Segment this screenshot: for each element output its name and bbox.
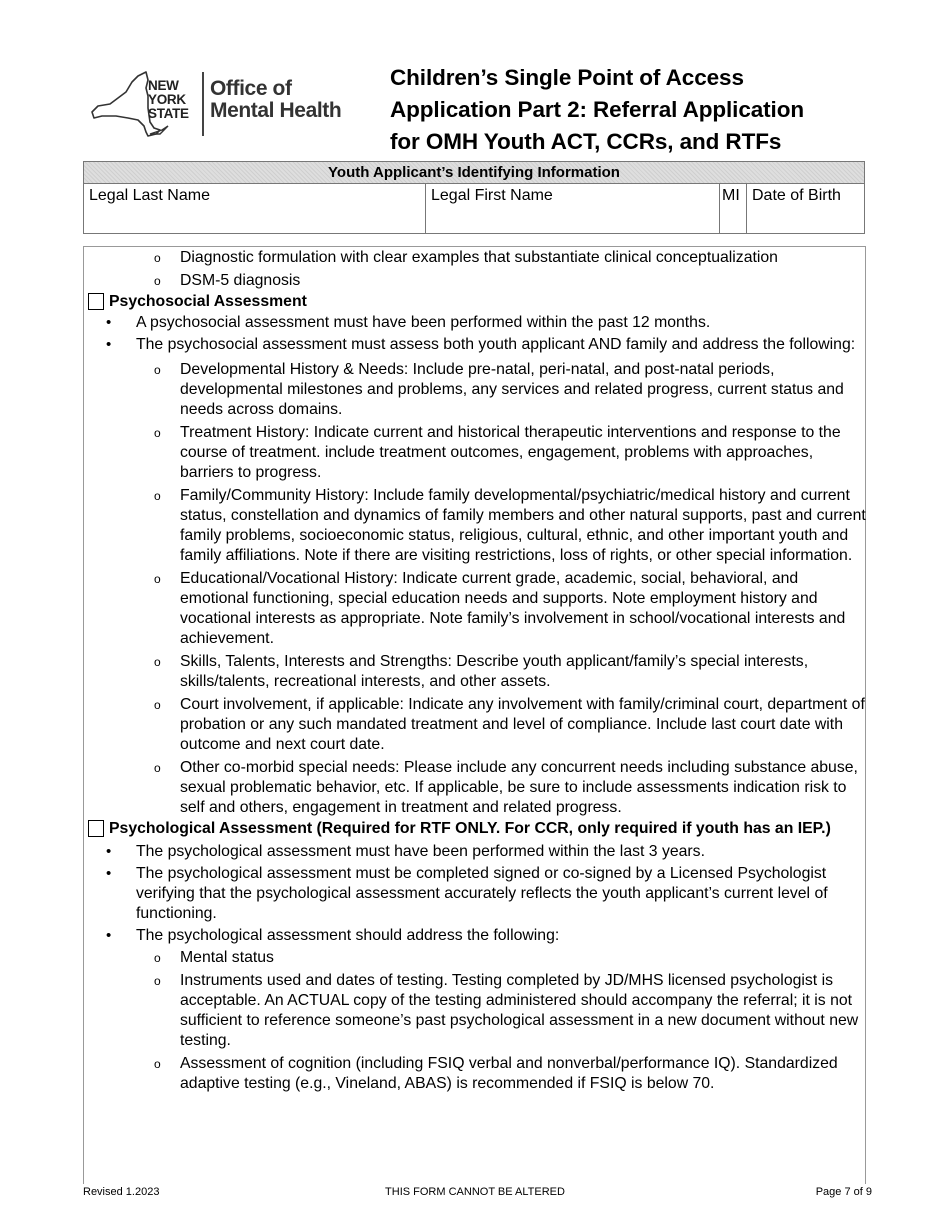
- list-item-text: Court involvement, if applicable: Indicate any involvement with family/criminal court, department of probation or any such mandated treatment and level of compliance. Include last court date with outcome and next court date.: [180, 696, 865, 753]
- document-title: [390, 62, 930, 158]
- list-item-text: Instruments used and dates of testing. Testing completed by JD/MHS licensed psychologist is acceptable. An ACTUAL copy of the testing administered should accompany the referral; it is not sufficient to reference someone’s past psychological assessment in a new document without new testing.: [180, 972, 859, 1049]
- list-item-text: Treatment History: Indicate current and historical therapeutic interventions and response to the course of treatment. include treatment outcomes, engagement, problems with approaches, barriers to progress.: [180, 424, 841, 481]
- revision-label: Revised 1.2023: [83, 1186, 160, 1198]
- list-item-text: Assessment of cognition (including FSIQ verbal and nonverbal/performance IQ). Standardized adaptive testing (e.g., Vineland, ABAS) is recommended if FSIQ is below 70.: [180, 1055, 838, 1092]
- title-line: for OMH Youth ACT, CCRs, and RTFs: [390, 129, 782, 154]
- list-item: [84, 360, 867, 420]
- middle-initial-field[interactable]: MI: [720, 184, 747, 233]
- sub-marker: o: [154, 274, 161, 288]
- list-item: [84, 864, 867, 924]
- list-item: [84, 271, 867, 291]
- bullet-marker: •: [106, 336, 112, 353]
- bullet-marker: •: [106, 314, 112, 331]
- new-york-state-wordmark: [148, 79, 189, 121]
- title-line: Application Part 2: Referral Application: [390, 97, 804, 122]
- section-heading-text: Psychological Assessment (Required for RTF ONLY. For CCR, only required if youth has an IEP.): [109, 820, 831, 837]
- list-item: [84, 842, 867, 862]
- sub-marker: o: [154, 251, 161, 265]
- identifying-info-row: [84, 184, 864, 233]
- state-line2: YORK: [148, 92, 186, 107]
- state-line3: STATE: [148, 106, 189, 121]
- list-item-text: Developmental History & Needs: Include pre-natal, peri-natal, and post-natal periods, developmental milestones and problems, any services and related progress, current status and needs across domains.: [180, 361, 844, 418]
- form-notice: THIS FORM CANNOT BE ALTERED: [385, 1186, 565, 1198]
- office-line2: Mental Health: [210, 99, 342, 122]
- bullet-marker: •: [106, 927, 112, 944]
- list-item: [84, 695, 867, 755]
- psychological-section-heading: [84, 819, 867, 839]
- list-item: [84, 335, 867, 355]
- sub-marker: o: [154, 761, 161, 775]
- psychological-checkbox[interactable]: [88, 820, 104, 837]
- office-wordmark: [210, 78, 341, 122]
- sub-marker: o: [154, 572, 161, 586]
- list-item: [84, 313, 867, 333]
- list-item: [84, 971, 867, 1051]
- requirements-box: [83, 246, 866, 1184]
- bullet-marker: •: [106, 843, 112, 860]
- list-item-text: The psychological assessment must have been performed within the last 3 years.: [136, 843, 705, 860]
- legal-first-name-field[interactable]: Legal First Name: [426, 184, 720, 233]
- date-of-birth-field[interactable]: Date of Birth: [752, 187, 841, 204]
- legal-last-name-field[interactable]: Legal Last Name: [84, 184, 426, 233]
- page-number: Page 7 of 9: [815, 1186, 872, 1198]
- title-line: Children’s Single Point of Access: [390, 65, 744, 90]
- section-heading-text: Psychosocial Assessment: [109, 293, 307, 310]
- sub-marker: o: [154, 1057, 161, 1071]
- bullet-marker: •: [106, 865, 112, 882]
- sub-marker: o: [154, 489, 161, 503]
- list-item-text: Family/Community History: Include family developmental/psychiatric/medical history and current status, constellation and dynamics of family members and other natural supports, past and current family problems, socioeconomic status, religious, cultural, ethnic, and other important youth and family affiliations. Note if there are visiting restrictions, loss of rights, or other special information.: [180, 487, 866, 564]
- list-item-text: Educational/Vocational History: Indicate current grade, academic, social, behavioral, and emotional functioning, special education needs and supports. Note employment history and vocational interests as appropriate. Note family’s involvement in school/vocational interests and achievement.: [180, 570, 846, 647]
- identifying-info-header: Youth Applicant’s Identifying Information: [84, 162, 864, 184]
- psychosocial-checkbox[interactable]: [88, 293, 104, 310]
- list-item: [84, 423, 867, 483]
- sub-marker: o: [154, 951, 161, 965]
- list-item-text: Diagnostic formulation with clear examples that substantiate clinical conceptualization: [180, 249, 778, 266]
- list-item: [84, 652, 867, 692]
- list-item-text: Other co-morbid special needs: Please include any concurrent needs including substance abuse, sexual problematic behavior, etc. If applicable, be sure to include assessments indication risk to self and others, engagement in treatment and related progress.: [180, 759, 858, 816]
- list-item: [84, 758, 867, 818]
- list-item-text: The psychosocial assessment must assess both youth applicant AND family and address the following:: [136, 336, 856, 353]
- list-item-text: The psychological assessment must be completed signed or co-signed by a Licensed Psychologist verifying that the psychological assessment accurately reflects the youth applicant’s current level of functioning.: [136, 865, 828, 922]
- list-item: [84, 248, 867, 268]
- identifying-info-table: [83, 161, 865, 234]
- sub-marker: o: [154, 426, 161, 440]
- sub-marker: o: [154, 363, 161, 377]
- psychosocial-section-heading: [84, 292, 867, 312]
- omh-logo: [88, 68, 378, 140]
- list-item: [84, 926, 867, 946]
- list-item: [84, 569, 867, 649]
- list-item-text: Mental status: [180, 949, 274, 966]
- sub-marker: o: [154, 974, 161, 988]
- list-item-text: The psychological assessment should address the following:: [136, 927, 560, 944]
- list-item-text: DSM-5 diagnosis: [180, 272, 301, 289]
- list-item-text: A psychosocial assessment must have been performed within the past 12 months.: [136, 314, 711, 331]
- state-line1: NEW: [148, 78, 179, 93]
- requirements-content: [84, 247, 867, 1097]
- office-line1: Office of: [210, 77, 292, 100]
- list-item: [84, 486, 867, 566]
- sub-marker: o: [154, 655, 161, 669]
- list-item-text: Skills, Talents, Interests and Strengths: Describe youth applicant/family’s special interests, skills/talents, recreational interests, and other assets.: [180, 653, 809, 690]
- sub-marker: o: [154, 698, 161, 712]
- logo-divider: [202, 72, 204, 136]
- list-item: [84, 948, 867, 968]
- list-item: [84, 1054, 867, 1094]
